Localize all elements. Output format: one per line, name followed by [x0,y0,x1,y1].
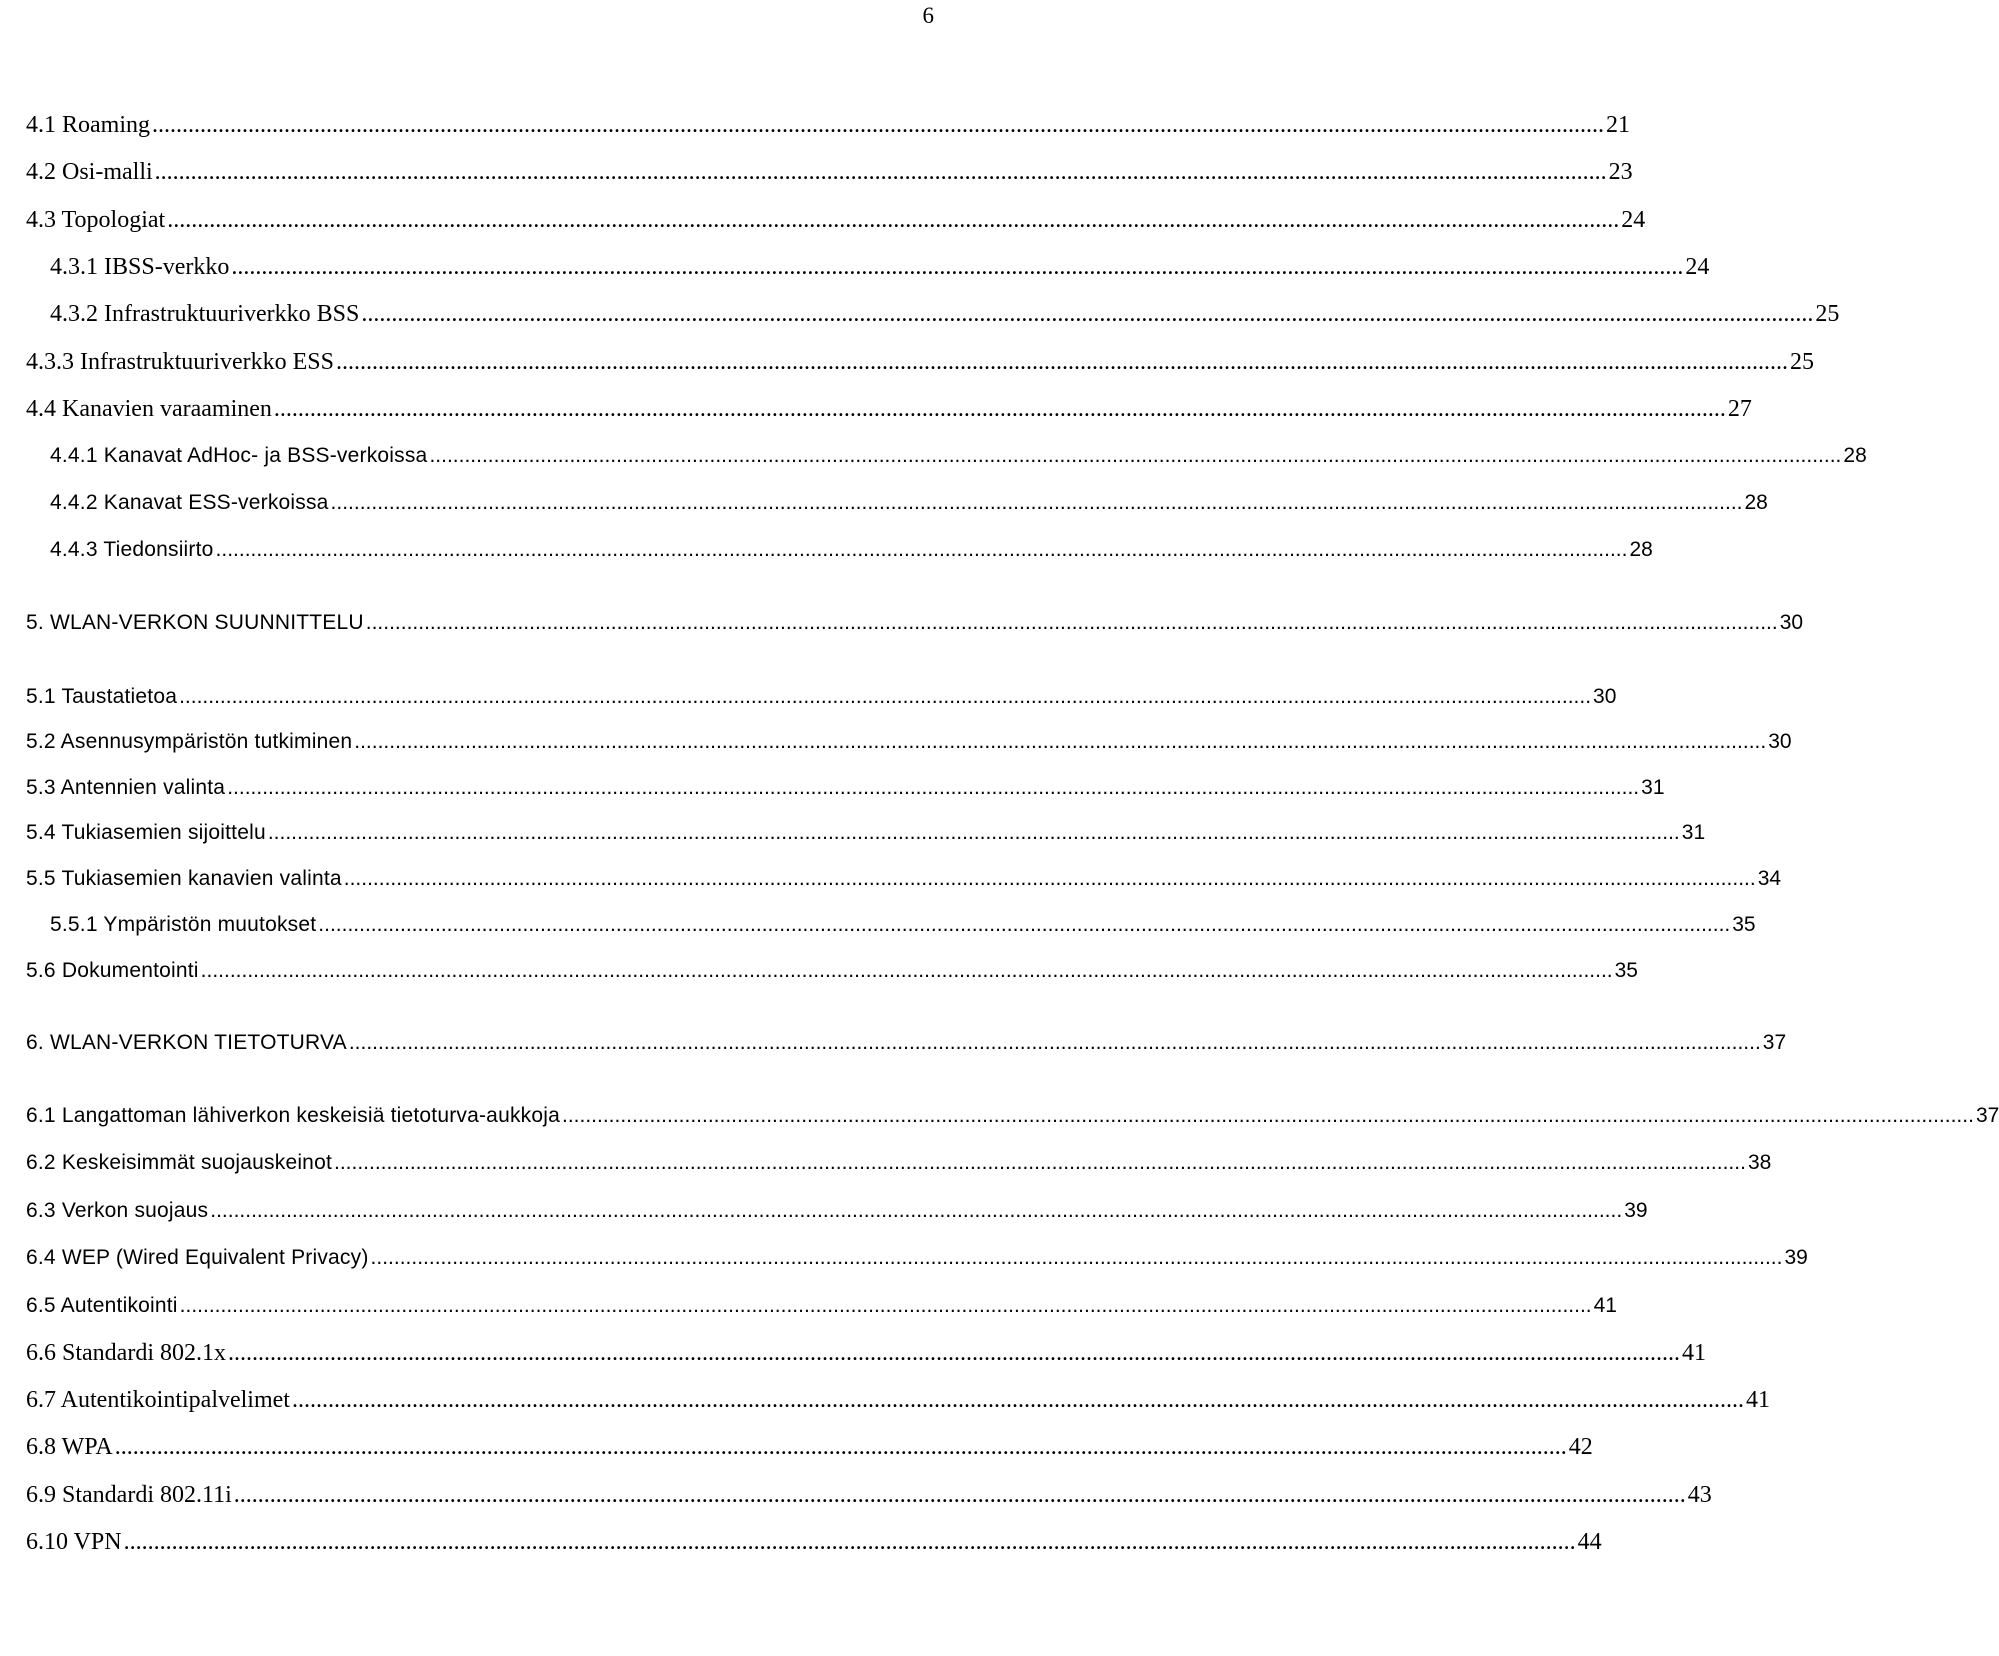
dot-leader: .................................................................................................................................................................................................................................................. [179,1294,1592,1317]
toc-entry-page: 31 [1641,776,1665,799]
toc-entry-label: 6.1 Langattoman lähiverkon keskeisiä tietoturva-aukkoja [26,1104,560,1127]
dot-leader: .................................................................................................................................................................................................................................................. [152,112,1604,138]
toc-entry-4-4-2[interactable] [0,487,1768,519]
toc-entry-label: 5.5 Tukiasemien kanavien valinta [26,867,342,890]
toc-entry-page: 42 [1568,1434,1593,1460]
dot-leader: .................................................................................................................................................................................................................................................. [154,159,1607,185]
toc-entry-label: 4.4 Kanavien varaaminen [26,396,272,422]
toc-entry-6-6[interactable] [0,1337,1706,1369]
toc-entry-5-5-1[interactable] [0,909,1756,941]
toc-entry-6-1[interactable] [0,1100,1999,1132]
toc-entry-5-6[interactable] [0,955,1638,987]
toc-entry-6-8[interactable] [0,1431,1593,1463]
dot-leader: .................................................................................................................................................................................................................................................. [123,1529,1576,1555]
toc-entry-4-1[interactable] [0,109,1630,141]
dot-leader: .................................................................................................................................................................................................................................................. [227,1340,1680,1366]
toc-entry-label: 4.4.3 Tiedonsiirto [50,538,214,561]
toc-entry-label: 6.10 VPN [26,1529,122,1555]
dot-leader: .................................................................................................................................................................................................................................................. [267,821,1680,844]
toc-entry-4-2[interactable] [0,156,1633,188]
toc-entry-label: 4.3.2 Infrastruktuuriverkko BSS [50,301,360,327]
toc-entry-page: 41 [1681,1340,1706,1366]
toc-entry-page: 34 [1757,867,1782,890]
dot-leader: .................................................................................................................................................................................................................................................. [114,1434,1567,1460]
dot-leader: .................................................................................................................................................................................................................................................. [179,685,1592,708]
toc-entry-4-3-3[interactable] [0,346,1814,378]
dot-leader: .................................................................................................................................................................................................................................................. [330,491,1743,514]
toc-entry-page: 35 [1732,913,1756,936]
toc-entry-label: 6.4 WEP (Wired Equivalent Privacy) [26,1246,369,1269]
toc-entry-page: 28 [1629,538,1653,561]
toc-entry-label: 4.3.1 IBSS-verkko [50,254,230,280]
toc-entry-page: 38 [1747,1151,1772,1174]
toc-entry-page: 25 [1815,301,1840,327]
dot-leader: .................................................................................................................................................................................................................................................. [354,730,1767,753]
toc-entry-5-4[interactable] [0,817,1706,849]
dot-leader: .................................................................................................................................................................................................................................................. [333,1151,1746,1174]
dot-leader: .................................................................................................................................................................................................................................................. [365,611,1778,634]
toc-entry-5-5[interactable] [0,863,1782,895]
dot-leader: .................................................................................................................................................................................................................................................. [210,1199,1623,1222]
toc-entry-page: 24 [1685,254,1710,280]
dot-leader: .................................................................................................................................................................................................................................................. [343,867,1756,890]
dot-leader: .................................................................................................................................................................................................................................................. [227,776,1640,799]
toc-entry-5[interactable] [0,607,1804,639]
dot-leader: .................................................................................................................................................................................................................................................. [215,538,1628,561]
toc-entry-label: 4.4.2 Kanavat ESS-verkoissa [50,491,329,514]
toc-entry-label: 5.1 Taustatietoa [26,685,178,708]
toc-entry-6-3[interactable] [0,1195,1648,1227]
toc-entry-page: 41 [1593,1294,1617,1317]
toc-entry-label: 4.3.3 Infrastruktuuriverkko ESS [26,349,334,375]
toc-entry-label: 6.9 Standardi 802.11i [26,1482,232,1508]
dot-leader: .................................................................................................................................................................................................................................................. [335,349,1788,375]
toc-entry-label: 4.1 Roaming [26,112,150,138]
toc-entry-label: 6.7 Autentikointipalvelimet [26,1387,290,1413]
toc-entry-page: 41 [1745,1387,1770,1413]
toc-entry-page: 30 [1779,611,1804,634]
toc-entry-page: 31 [1681,821,1706,844]
toc-entry-label: 5.4 Tukiasemien sijoittelu [26,821,266,844]
toc-entry-page: 30 [1768,730,1792,753]
toc-entry-page: 39 [1624,1199,1648,1222]
toc-entry-label: 6.2 Keskeisimmät suojauskeinot [26,1151,332,1174]
toc-entry-4-4[interactable] [0,393,1752,425]
toc-entry-6-10[interactable] [0,1526,1602,1558]
toc-entry-label: 5.6 Dokumentointi [26,959,199,982]
toc-entry-6-4[interactable] [0,1242,1808,1274]
dot-leader: .................................................................................................................................................................................................................................................. [370,1246,1783,1269]
toc-entry-page: 30 [1593,685,1617,708]
toc-entry-page: 23 [1608,159,1633,185]
toc-entry-4-4-1[interactable] [0,440,1867,472]
dot-leader: .................................................................................................................................................................................................................................................. [233,1482,1686,1508]
toc-entry-page: 28 [1843,444,1867,467]
toc-entry-label: 6.5 Autentikointi [26,1294,178,1317]
toc-entry-label: 5. WLAN-VERKON SUUNNITTELU [26,611,364,634]
toc-entry-page: 24 [1621,207,1646,233]
toc-entry-label: 6.6 Standardi 802.1x [26,1340,226,1366]
toc-entry-5-2[interactable] [0,726,1792,758]
toc-entry-page: 37 [1975,1104,1999,1127]
toc-entry-4-3-2[interactable] [0,298,1840,330]
toc-entry-page: 44 [1577,1529,1602,1555]
toc-entry-label: 6. WLAN-VERKON TIETOTURVA [26,1031,347,1054]
dot-leader: .................................................................................................................................................................................................................................................. [361,301,1814,327]
dot-leader: .................................................................................................................................................................................................................................................. [273,396,1726,422]
toc-entry-label: 5.5.1 Ympäristön muutokset [50,913,317,936]
toc-entry-label: 6.3 Verkon suojaus [26,1199,209,1222]
toc-entry-4-3[interactable] [0,204,1646,236]
toc-entry-page: 35 [1614,959,1638,982]
dot-leader: .................................................................................................................................................................................................................................................. [561,1104,1974,1127]
toc-entry-page: 21 [1606,112,1630,138]
toc-entry-6-5[interactable] [0,1290,1617,1322]
toc-entry-6[interactable] [0,1027,1787,1059]
toc-entry-label: 4.3 Topologiat [26,207,166,233]
dot-leader: .................................................................................................................................................................................................................................................. [200,959,1613,982]
toc-entry-label: 5.3 Antennien valinta [26,776,226,799]
dot-leader: .................................................................................................................................................................................................................................................. [429,444,1842,467]
toc-entry-5-3[interactable] [0,772,1665,804]
toc-entry-page: 43 [1687,1482,1712,1508]
toc-entry-6-7[interactable] [0,1384,1770,1416]
dot-leader: .................................................................................................................................................................................................................................................. [291,1387,1744,1413]
toc-entry-page: 37 [1762,1031,1787,1054]
toc-entry-5-1[interactable] [0,681,1617,713]
dot-leader: .................................................................................................................................................................................................................................................. [348,1031,1761,1054]
toc-entry-label: 4.2 Osi-malli [26,159,153,185]
toc-entry-6-9[interactable] [0,1479,1712,1511]
toc-entry-4-3-1[interactable] [0,251,1710,283]
toc-entry-page: 27 [1727,396,1752,422]
toc-entry-label: 4.4.1 Kanavat AdHoc- ja BSS-verkoissa [50,444,428,467]
dot-leader: .................................................................................................................................................................................................................................................. [318,913,1731,936]
toc-entry-4-4-3[interactable] [0,534,1653,566]
toc-entry-page: 39 [1784,1246,1808,1269]
toc-entry-page: 25 [1789,349,1814,375]
toc-entry-label: 5.2 Asennusympäristön tutkiminen [26,730,353,753]
toc-entry-page: 28 [1744,491,1768,514]
dot-leader: .................................................................................................................................................................................................................................................. [167,207,1620,233]
page-number: 6 [922,3,934,28]
toc-entry-6-2[interactable] [0,1147,1772,1179]
dot-leader: .................................................................................................................................................................................................................................................. [231,254,1684,280]
toc-entry-label: 6.8 WPA [26,1434,113,1460]
